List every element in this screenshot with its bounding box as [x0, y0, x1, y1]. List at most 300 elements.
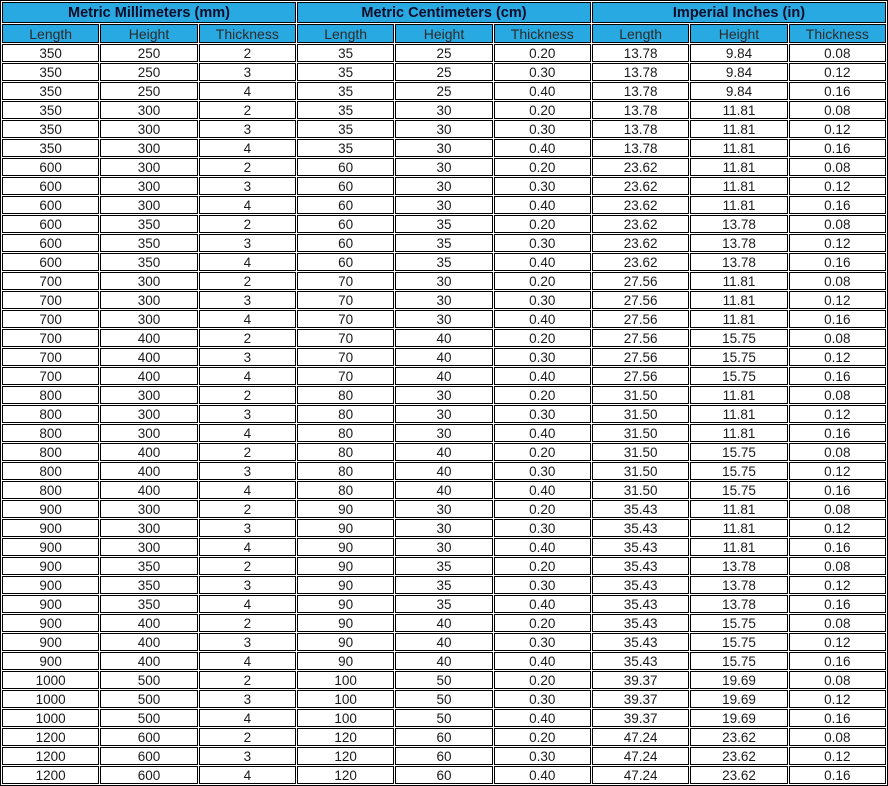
table-cell: 0.08 — [789, 614, 886, 632]
table-cell: 90 — [297, 633, 394, 651]
table-cell: 35 — [297, 63, 394, 81]
table-row — [2, 424, 886, 442]
table-cell: 40 — [395, 367, 492, 385]
table-cell: 13.78 — [592, 120, 689, 138]
table-cell: 40 — [395, 614, 492, 632]
table-cell: 0.08 — [789, 386, 886, 404]
table-cell: 0.16 — [789, 709, 886, 727]
table-cell: 80 — [297, 386, 394, 404]
table-cell: 47.24 — [592, 766, 689, 784]
table-cell: 0.40 — [494, 652, 591, 670]
table-cell: 0.12 — [789, 120, 886, 138]
table-cell: 600 — [2, 215, 99, 233]
table-cell: 0.40 — [494, 766, 591, 784]
table-row — [2, 348, 886, 366]
table-cell: 0.40 — [494, 595, 591, 613]
table-row — [2, 139, 886, 157]
table-cell: 31.50 — [592, 386, 689, 404]
table-cell: 350 — [2, 139, 99, 157]
table-cell: 11.81 — [690, 500, 787, 518]
table-cell: 900 — [2, 614, 99, 632]
table-cell: 4 — [199, 424, 296, 442]
table-cell: 0.30 — [494, 120, 591, 138]
table-cell: 27.56 — [592, 272, 689, 290]
table-row — [2, 557, 886, 575]
table-cell: 0.40 — [494, 367, 591, 385]
table-row — [2, 633, 886, 651]
table-cell: 0.16 — [789, 82, 886, 100]
table-cell: 0.12 — [789, 576, 886, 594]
table-cell: 90 — [297, 500, 394, 518]
table-cell: 39.37 — [592, 709, 689, 727]
table-cell: 50 — [395, 671, 492, 689]
table-cell: 15.75 — [690, 367, 787, 385]
table-cell: 35.43 — [592, 538, 689, 556]
table-cell: 0.16 — [789, 253, 886, 271]
table-cell: 35 — [297, 82, 394, 100]
table-cell: 600 — [100, 747, 197, 765]
table-cell: 60 — [297, 158, 394, 176]
table-cell: 9.84 — [690, 63, 787, 81]
table-cell: 0.30 — [494, 576, 591, 594]
table-cell: 50 — [395, 690, 492, 708]
table-row — [2, 538, 886, 556]
table-cell: 35.43 — [592, 652, 689, 670]
table-cell: 0.16 — [789, 595, 886, 613]
table-cell: 0.40 — [494, 253, 591, 271]
table-row — [2, 462, 886, 480]
table-cell: 40 — [395, 481, 492, 499]
table-cell: 350 — [2, 120, 99, 138]
table-cell: 47.24 — [592, 747, 689, 765]
table-cell: 2 — [199, 44, 296, 62]
table-cell: 900 — [2, 633, 99, 651]
table-cell: 30 — [395, 500, 492, 518]
table-cell: 800 — [2, 462, 99, 480]
table-cell: 0.40 — [494, 82, 591, 100]
table-cell: 0.30 — [494, 462, 591, 480]
table-row — [2, 291, 886, 309]
table-cell: 11.81 — [690, 272, 787, 290]
table-row — [2, 500, 886, 518]
table-cell: 13.78 — [592, 63, 689, 81]
table-cell: 300 — [100, 196, 197, 214]
table-row — [2, 690, 886, 708]
table-cell: 9.84 — [690, 44, 787, 62]
table-cell: 100 — [297, 690, 394, 708]
table-cell: 25 — [395, 44, 492, 62]
table-cell: 300 — [100, 386, 197, 404]
table-cell: 0.12 — [789, 291, 886, 309]
table-cell: 4 — [199, 538, 296, 556]
table-row — [2, 310, 886, 328]
table-cell: 23.62 — [592, 158, 689, 176]
table-cell: 30 — [395, 386, 492, 404]
table-cell: 0.16 — [789, 538, 886, 556]
table-cell: 35 — [297, 120, 394, 138]
table-cell: 120 — [297, 747, 394, 765]
column-header-mm-thickness: Thickness — [199, 24, 296, 43]
table-cell: 350 — [100, 253, 197, 271]
table-cell: 0.40 — [494, 139, 591, 157]
table-cell: 0.20 — [494, 272, 591, 290]
table-cell: 0.08 — [789, 272, 886, 290]
table-cell: 400 — [100, 367, 197, 385]
table-cell: 400 — [100, 614, 197, 632]
table-cell: 300 — [100, 538, 197, 556]
table-cell: 90 — [297, 538, 394, 556]
table-cell: 2 — [199, 614, 296, 632]
table-cell: 2 — [199, 500, 296, 518]
table-cell: 300 — [100, 405, 197, 423]
table-cell: 0.08 — [789, 44, 886, 62]
table-cell: 600 — [100, 728, 197, 746]
table-cell: 0.40 — [494, 481, 591, 499]
table-cell: 700 — [2, 348, 99, 366]
table-cell: 400 — [100, 443, 197, 461]
table-cell: 3 — [199, 690, 296, 708]
table-cell: 0.30 — [494, 291, 591, 309]
table-cell: 2 — [199, 443, 296, 461]
table-cell: 250 — [100, 82, 197, 100]
table-cell: 15.75 — [690, 329, 787, 347]
table-cell: 90 — [297, 595, 394, 613]
table-cell: 0.12 — [789, 234, 886, 252]
table-cell: 300 — [100, 101, 197, 119]
table-cell: 70 — [297, 291, 394, 309]
table-cell: 0.16 — [789, 196, 886, 214]
table-cell: 11.81 — [690, 101, 787, 119]
table-cell: 0.16 — [789, 766, 886, 784]
table-header — [2, 2, 886, 43]
table-cell: 300 — [100, 424, 197, 442]
table-cell: 100 — [297, 671, 394, 689]
table-cell: 350 — [2, 44, 99, 62]
table-cell: 600 — [2, 177, 99, 195]
table-cell: 0.12 — [789, 747, 886, 765]
table-cell: 0.30 — [494, 747, 591, 765]
table-cell: 3 — [199, 633, 296, 651]
table-cell: 70 — [297, 329, 394, 347]
table-cell: 0.20 — [494, 329, 591, 347]
table-cell: 13.78 — [690, 557, 787, 575]
table-cell: 0.20 — [494, 158, 591, 176]
table-cell: 350 — [100, 215, 197, 233]
table-row — [2, 405, 886, 423]
table-cell: 31.50 — [592, 481, 689, 499]
table-cell: 13.78 — [690, 595, 787, 613]
table-cell: 1000 — [2, 709, 99, 727]
table-cell: 800 — [2, 443, 99, 461]
table-cell: 600 — [2, 158, 99, 176]
table-cell: 0.08 — [789, 215, 886, 233]
table-cell: 0.30 — [494, 348, 591, 366]
table-cell: 3 — [199, 291, 296, 309]
table-cell: 30 — [395, 158, 492, 176]
table-cell: 35 — [395, 215, 492, 233]
table-cell: 90 — [297, 652, 394, 670]
table-cell: 300 — [100, 500, 197, 518]
table-cell: 2 — [199, 728, 296, 746]
table-cell: 40 — [395, 329, 492, 347]
table-cell: 800 — [2, 386, 99, 404]
table-cell: 700 — [2, 272, 99, 290]
table-cell: 80 — [297, 424, 394, 442]
table-cell: 31.50 — [592, 462, 689, 480]
table-cell: 0.20 — [494, 614, 591, 632]
table-cell: 900 — [2, 595, 99, 613]
table-cell: 11.81 — [690, 120, 787, 138]
table-cell: 23.62 — [592, 234, 689, 252]
table-cell: 350 — [2, 82, 99, 100]
table-cell: 35.43 — [592, 557, 689, 575]
table-row — [2, 101, 886, 119]
table-cell: 3 — [199, 348, 296, 366]
table-cell: 35.43 — [592, 519, 689, 537]
table-cell: 2 — [199, 329, 296, 347]
table-cell: 3 — [199, 63, 296, 81]
table-cell: 30 — [395, 101, 492, 119]
table-cell: 0.20 — [494, 386, 591, 404]
table-cell: 900 — [2, 519, 99, 537]
table-cell: 23.62 — [690, 766, 787, 784]
table-cell: 0.30 — [494, 63, 591, 81]
table-cell: 90 — [297, 557, 394, 575]
table-cell: 35 — [297, 101, 394, 119]
group-title-metric-cm: Metric Centimeters (cm) — [297, 2, 591, 23]
table-row — [2, 272, 886, 290]
table-cell: 25 — [395, 82, 492, 100]
table-cell: 400 — [100, 652, 197, 670]
table-cell: 250 — [100, 44, 197, 62]
table-row — [2, 158, 886, 176]
table-cell: 23.62 — [592, 215, 689, 233]
table-cell: 100 — [297, 709, 394, 727]
table-cell: 700 — [2, 367, 99, 385]
table-cell: 400 — [100, 348, 197, 366]
table-cell: 700 — [2, 310, 99, 328]
table-cell: 0.20 — [494, 101, 591, 119]
table-cell: 900 — [2, 652, 99, 670]
table-cell: 0.08 — [789, 158, 886, 176]
table-cell: 500 — [100, 690, 197, 708]
table-cell: 13.78 — [690, 576, 787, 594]
group-title-row — [2, 2, 886, 23]
table-cell: 2 — [199, 215, 296, 233]
table-cell: 80 — [297, 462, 394, 480]
table-cell: 11.81 — [690, 519, 787, 537]
table-body — [2, 44, 886, 784]
table-cell: 30 — [395, 519, 492, 537]
table-cell: 600 — [2, 196, 99, 214]
table-cell: 35 — [395, 576, 492, 594]
table-cell: 600 — [2, 253, 99, 271]
table-cell: 31.50 — [592, 443, 689, 461]
table-cell: 0.12 — [789, 63, 886, 81]
table-cell: 0.16 — [789, 481, 886, 499]
table-cell: 60 — [395, 766, 492, 784]
table-cell: 0.16 — [789, 424, 886, 442]
table-cell: 23.62 — [592, 196, 689, 214]
table-cell: 120 — [297, 728, 394, 746]
table-cell: 35 — [395, 595, 492, 613]
table-cell: 350 — [100, 557, 197, 575]
table-cell: 3 — [199, 120, 296, 138]
table-cell: 15.75 — [690, 481, 787, 499]
table-cell: 0.30 — [494, 633, 591, 651]
table-cell: 2 — [199, 671, 296, 689]
table-cell: 13.78 — [690, 234, 787, 252]
table-cell: 4 — [199, 196, 296, 214]
table-cell: 0.30 — [494, 177, 591, 195]
table-row — [2, 196, 886, 214]
table-cell: 350 — [2, 101, 99, 119]
table-cell: 30 — [395, 139, 492, 157]
table-cell: 0.20 — [494, 557, 591, 575]
table-cell: 70 — [297, 348, 394, 366]
table-cell: 31.50 — [592, 405, 689, 423]
table-cell: 4 — [199, 82, 296, 100]
table-cell: 40 — [395, 652, 492, 670]
table-cell: 0.12 — [789, 690, 886, 708]
table-row — [2, 253, 886, 271]
table-cell: 0.12 — [789, 348, 886, 366]
table-cell: 900 — [2, 538, 99, 556]
table-cell: 27.56 — [592, 348, 689, 366]
table-cell: 4 — [199, 253, 296, 271]
table-cell: 0.20 — [494, 671, 591, 689]
table-cell: 1200 — [2, 766, 99, 784]
table-cell: 1200 — [2, 747, 99, 765]
table-cell: 23.62 — [690, 747, 787, 765]
table-cell: 0.40 — [494, 310, 591, 328]
table-row — [2, 747, 886, 765]
table-cell: 350 — [100, 576, 197, 594]
table-cell: 3 — [199, 747, 296, 765]
table-row — [2, 481, 886, 499]
table-cell: 35.43 — [592, 633, 689, 651]
table-row — [2, 519, 886, 537]
table-row — [2, 120, 886, 138]
table-cell: 30 — [395, 405, 492, 423]
table-cell: 4 — [199, 766, 296, 784]
table-cell: 11.81 — [690, 405, 787, 423]
table-cell: 0.20 — [494, 443, 591, 461]
table-cell: 30 — [395, 272, 492, 290]
table-cell: 2 — [199, 557, 296, 575]
table-cell: 13.78 — [690, 215, 787, 233]
table-cell: 11.81 — [690, 158, 787, 176]
table-cell: 30 — [395, 310, 492, 328]
table-cell: 40 — [395, 443, 492, 461]
table-row — [2, 671, 886, 689]
table-cell: 700 — [2, 329, 99, 347]
table-cell: 3 — [199, 234, 296, 252]
table-cell: 13.78 — [592, 44, 689, 62]
table-cell: 600 — [100, 766, 197, 784]
column-header-mm-length: Length — [2, 24, 99, 43]
table-cell: 300 — [100, 177, 197, 195]
table-cell: 350 — [100, 234, 197, 252]
table-cell: 23.62 — [690, 728, 787, 746]
table-cell: 700 — [2, 291, 99, 309]
table-cell: 0.08 — [789, 728, 886, 746]
table-row — [2, 709, 886, 727]
table-cell: 90 — [297, 576, 394, 594]
table-cell: 1000 — [2, 671, 99, 689]
table-cell: 0.08 — [789, 443, 886, 461]
table-cell: 80 — [297, 405, 394, 423]
table-cell: 300 — [100, 519, 197, 537]
table-cell: 35.43 — [592, 614, 689, 632]
table-cell: 800 — [2, 405, 99, 423]
table-cell: 11.81 — [690, 196, 787, 214]
table-cell: 60 — [395, 728, 492, 746]
table-cell: 600 — [2, 234, 99, 252]
table-cell: 50 — [395, 709, 492, 727]
table-cell: 15.75 — [690, 348, 787, 366]
table-cell: 11.81 — [690, 291, 787, 309]
table-cell: 35 — [297, 44, 394, 62]
table-cell: 800 — [2, 481, 99, 499]
table-cell: 0.40 — [494, 538, 591, 556]
table-cell: 0.40 — [494, 709, 591, 727]
table-cell: 4 — [199, 481, 296, 499]
table-cell: 0.12 — [789, 462, 886, 480]
table-row — [2, 367, 886, 385]
table-cell: 0.30 — [494, 519, 591, 537]
table-cell: 70 — [297, 310, 394, 328]
table-cell: 3 — [199, 576, 296, 594]
column-header-in-length: Length — [592, 24, 689, 43]
table-cell: 4 — [199, 367, 296, 385]
table-row — [2, 63, 886, 81]
table-cell: 35 — [395, 557, 492, 575]
table-cell: 250 — [100, 63, 197, 81]
table-cell: 350 — [100, 595, 197, 613]
table-cell: 11.81 — [690, 139, 787, 157]
table-cell: 0.16 — [789, 652, 886, 670]
table-cell: 30 — [395, 196, 492, 214]
table-cell: 4 — [199, 595, 296, 613]
table-cell: 0.12 — [789, 405, 886, 423]
table-cell: 300 — [100, 139, 197, 157]
table-cell: 4 — [199, 139, 296, 157]
table-cell: 27.56 — [592, 367, 689, 385]
table-cell: 4 — [199, 652, 296, 670]
table-row — [2, 614, 886, 632]
table-cell: 19.69 — [690, 709, 787, 727]
table-cell: 60 — [297, 234, 394, 252]
table-cell: 13.78 — [592, 82, 689, 100]
table-cell: 300 — [100, 310, 197, 328]
table-cell: 35.43 — [592, 595, 689, 613]
table-cell: 30 — [395, 424, 492, 442]
table-cell: 300 — [100, 120, 197, 138]
column-header-cm-height: Height — [395, 24, 492, 43]
column-header-cm-length: Length — [297, 24, 394, 43]
table-cell: 3 — [199, 405, 296, 423]
column-header-row — [2, 24, 886, 43]
table-cell: 0.20 — [494, 500, 591, 518]
table-cell: 35.43 — [592, 576, 689, 594]
table-cell: 2 — [199, 158, 296, 176]
table-cell: 40 — [395, 348, 492, 366]
column-header-in-height: Height — [690, 24, 787, 43]
table-cell: 0.08 — [789, 557, 886, 575]
group-title-imperial-in: Imperial Inches (in) — [592, 2, 886, 23]
table-cell: 400 — [100, 329, 197, 347]
